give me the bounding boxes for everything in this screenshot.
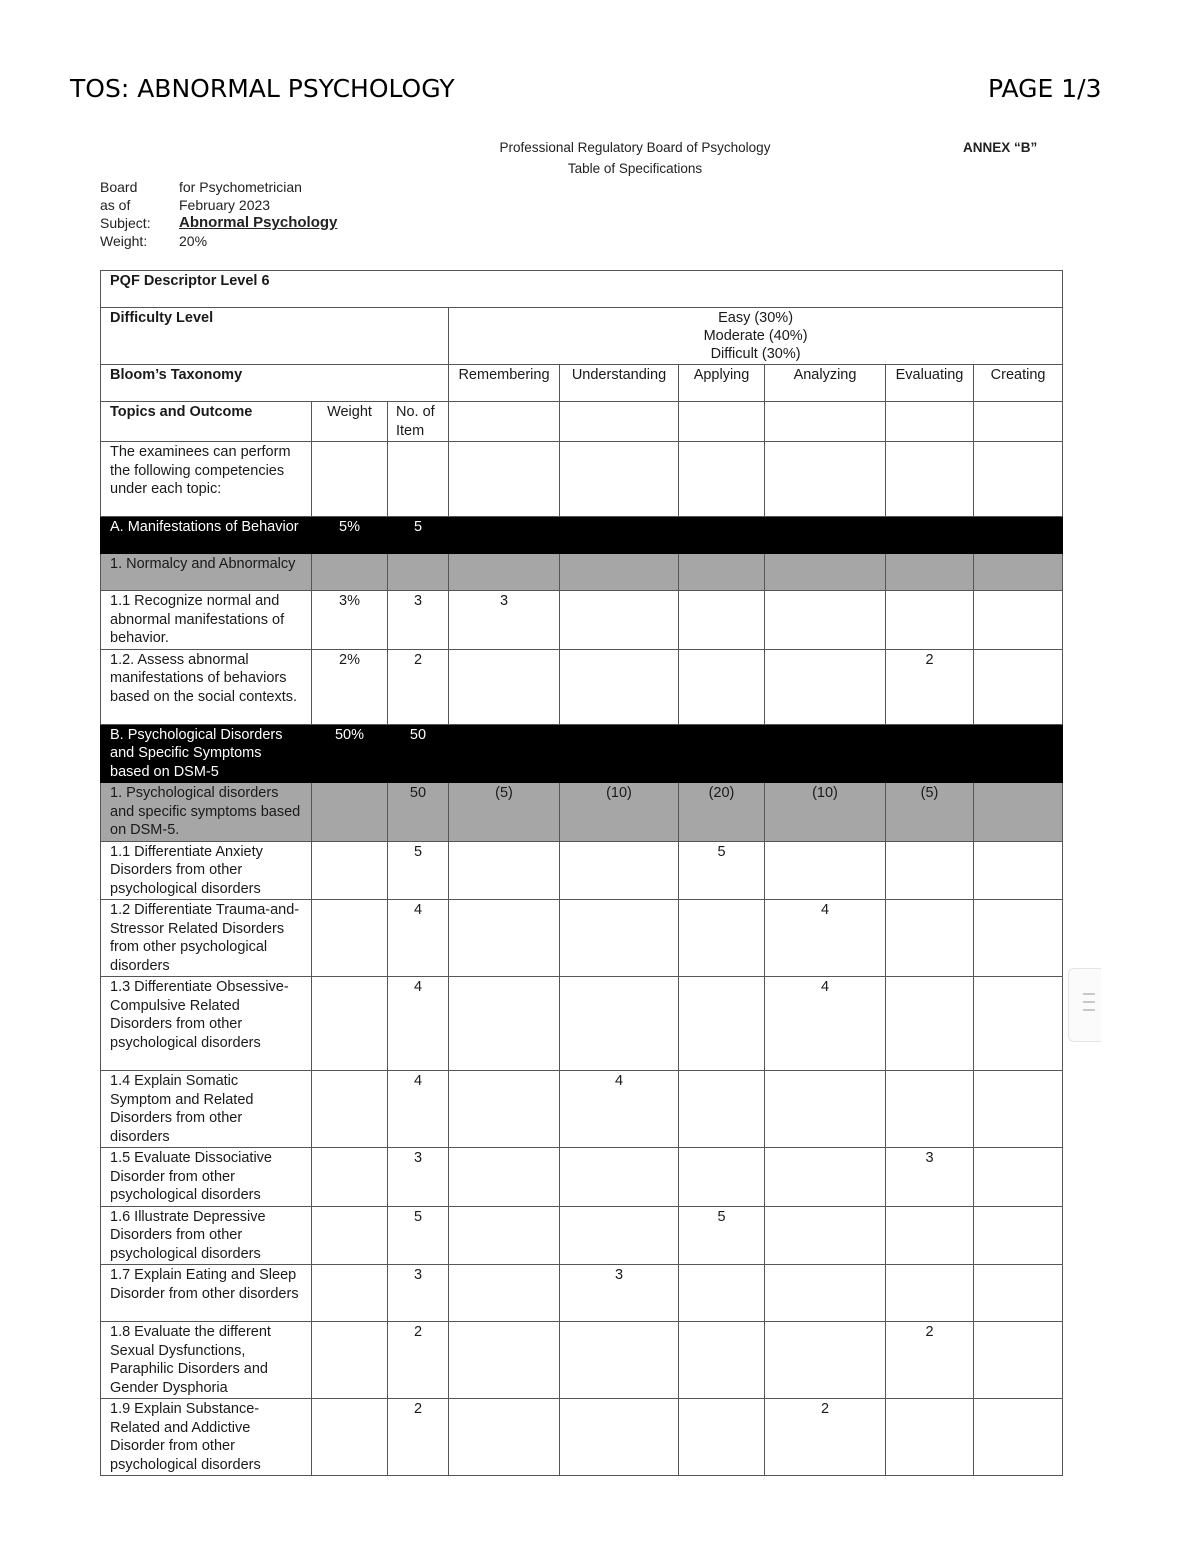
difficulty-row [101,308,1063,365]
weight-cell: 50% [312,724,388,783]
item-count-cell: 5 [388,1206,449,1265]
handle-line-icon [1083,1009,1095,1011]
level-count-cell [449,1322,560,1399]
table-row [101,591,1063,650]
level-count-cell [679,1322,765,1399]
item-count-cell: 5 [388,841,449,900]
level-count-cell: 4 [765,900,886,977]
item-count-cell: 4 [388,1071,449,1148]
level-remembering: Remembering [449,365,560,402]
table-row [101,1322,1063,1399]
weight-cell [312,1148,388,1207]
empty-cell [765,442,886,517]
level-count-cell: (5) [886,783,974,842]
level-count-cell [974,1399,1063,1476]
side-panel-handle[interactable] [1068,968,1101,1042]
weight-cell [312,1265,388,1322]
table-row [101,1265,1063,1322]
level-count-cell [679,724,765,783]
level-count-cell: 3 [560,1265,679,1322]
level-count-cell [449,554,560,591]
topic-cell: 1. Normalcy and Abnormalcy [101,554,312,591]
level-count-cell [886,900,974,977]
level-count-cell [679,517,765,554]
document-header-title: TOS: ABNORMAL PSYCHOLOGY [70,74,455,103]
level-count-cell: 4 [765,977,886,1071]
section-row [101,724,1063,783]
level-count-cell [449,1399,560,1476]
meta-value-subject: Abnormal Psychology [179,214,338,231]
meta-row [100,214,337,232]
weight-cell [312,554,388,591]
level-count-cell: (5) [449,783,560,842]
level-count-cell [765,649,886,724]
level-count-cell [765,517,886,554]
handle-line-icon [1083,993,1095,995]
weight-cell: 2% [312,649,388,724]
table-row [101,841,1063,900]
level-count-cell [974,1265,1063,1322]
level-count-cell: 3 [886,1148,974,1207]
meta-key: Weight: [100,233,148,249]
item-count-cell: 50 [388,724,449,783]
item-count-cell: 50 [388,783,449,842]
annex-label: ANNEX “B” [963,140,1038,155]
difficulty-difficult: Difficult (30%) [710,346,801,362]
level-count-cell [449,724,560,783]
table-row [101,900,1063,977]
specifications-table [100,270,1063,1476]
level-count-cell [974,649,1063,724]
exam-meta [100,178,337,250]
empty-cell [974,402,1063,442]
table-row [101,1206,1063,1265]
level-count-cell [449,517,560,554]
level-count-cell [679,1148,765,1207]
topic-cell: 1.9 Explain Substance-Related and Addictive Disorder from other psychological disorders [101,1399,312,1476]
difficulty-levels [449,308,1063,365]
level-count-cell [560,517,679,554]
empty-cell [449,402,560,442]
empty-cell [679,402,765,442]
weight-cell: 5% [312,517,388,554]
level-count-cell [560,1399,679,1476]
level-count-cell [886,977,974,1071]
level-count-cell [449,1206,560,1265]
item-count-cell: 5 [388,517,449,554]
board-name: Professional Regulatory Board of Psychology [499,140,771,155]
level-count-cell [560,724,679,783]
meta-row [100,232,337,250]
topic-cell: 1.1 Differentiate Anxiety Disorders from other psychological disorders [101,841,312,900]
level-count-cell [765,841,886,900]
pqf-descriptor: PQF Descriptor Level 6 [101,271,1063,308]
level-count-cell [679,591,765,650]
weight-cell [312,841,388,900]
weight-cell [312,977,388,1071]
level-count-cell [886,591,974,650]
level-count-cell [765,724,886,783]
table-row [101,1071,1063,1148]
intro-text: The examinees can perform the following competencies under each topic: [101,442,312,517]
difficulty-easy: Easy (30%) [718,310,794,326]
empty-cell [449,442,560,517]
level-count-cell [679,1071,765,1148]
level-count-cell [765,1206,886,1265]
level-count-cell [449,841,560,900]
meta-row [100,196,337,214]
weight-cell [312,1206,388,1265]
level-count-cell [765,591,886,650]
meta-value: February 2023 [179,197,271,213]
level-count-cell: 3 [449,591,560,650]
level-count-cell [974,554,1063,591]
level-count-cell [449,1148,560,1207]
level-count-cell [974,1148,1063,1207]
empty-cell [974,442,1063,517]
level-count-cell [974,1206,1063,1265]
level-count-cell [560,1322,679,1399]
topic-cell: A. Manifestations of Behavior [101,517,312,554]
level-count-cell [679,977,765,1071]
column-header-row [101,402,1063,442]
level-count-cell [560,1206,679,1265]
item-count-cell [388,554,449,591]
level-count-cell [449,1071,560,1148]
level-count-cell [886,517,974,554]
level-count-cell [974,900,1063,977]
difficulty-moderate: Moderate (40%) [703,328,808,344]
topic-cell: 1.5 Evaluate Dissociative Disorder from other psychological disorders [101,1148,312,1207]
topic-cell: 1.1 Recognize normal and abnormal manifestations of behavior. [101,591,312,650]
level-count-cell [974,1071,1063,1148]
item-count-cell: 2 [388,1322,449,1399]
intro-row [101,442,1063,517]
table-row [101,1148,1063,1207]
item-count-cell: 4 [388,900,449,977]
blooms-label: Bloom’s Taxonomy [101,365,449,402]
level-count-cell [449,649,560,724]
level-count-cell [886,724,974,783]
page-indicator: PAGE 1/3 [988,74,1102,103]
level-count-cell: 5 [679,1206,765,1265]
level-count-cell [449,1265,560,1322]
level-count-cell [974,977,1063,1071]
topic-cell: 1.2. Assess abnormal manifestations of behaviors based on the social contexts. [101,649,312,724]
empty-cell [312,442,388,517]
level-count-cell [679,900,765,977]
level-count-cell [974,517,1063,554]
weight-cell [312,1399,388,1476]
level-count-cell [886,1399,974,1476]
empty-cell [679,442,765,517]
level-count-cell: 2 [886,1322,974,1399]
meta-key: Board [100,179,138,195]
topic-cell: 1.8 Evaluate the different Sexual Dysfunctions, Paraphilic Disorders and Gender Dysphoria [101,1322,312,1399]
weight-cell [312,1071,388,1148]
topic-cell: 1.3 Differentiate Obsessive-Compulsive Related Disorders from other psychological disorders [101,977,312,1071]
weight-cell [312,1322,388,1399]
level-count-cell: (10) [560,783,679,842]
level-count-cell [886,554,974,591]
level-count-cell: (20) [679,783,765,842]
table-row [101,649,1063,724]
level-count-cell: 5 [679,841,765,900]
weight-cell: 3% [312,591,388,650]
level-count-cell: 2 [765,1399,886,1476]
item-count-cell: 3 [388,591,449,650]
item-count-cell: 4 [388,977,449,1071]
weight-cell [312,900,388,977]
level-count-cell [679,1399,765,1476]
level-count-cell [886,841,974,900]
item-count-cell: 2 [388,1399,449,1476]
meta-row [100,178,337,196]
blooms-row [101,365,1063,402]
meta-value: for Psychometrician [179,179,302,195]
table-row [101,1399,1063,1476]
level-applying: Applying [679,365,765,402]
subsection-row [101,554,1063,591]
topic-cell: 1.6 Illustrate Depressive Disorders from other psychological disorders [101,1206,312,1265]
weight-header: Weight [312,402,388,442]
topics-header: Topics and Outcome [101,402,312,442]
topic-cell: 1.7 Explain Eating and Sleep Disorder from other disorders [101,1265,312,1322]
level-count-cell [886,1206,974,1265]
item-count-cell: 3 [388,1148,449,1207]
empty-cell [388,442,449,517]
level-count-cell [560,554,679,591]
level-count-cell [560,1148,679,1207]
level-count-cell [560,649,679,724]
level-count-cell [974,724,1063,783]
level-understanding: Understanding [560,365,679,402]
level-count-cell: 4 [560,1071,679,1148]
empty-cell [886,402,974,442]
topic-cell: 1.4 Explain Somatic Symptom and Related Disorders from other disorders [101,1071,312,1148]
level-count-cell [765,1322,886,1399]
topic-cell: B. Psychological Disorders and Specific Symptoms based on DSM-5 [101,724,312,783]
level-count-cell [679,554,765,591]
section-row [101,517,1063,554]
difficulty-label: Difficulty Level [101,308,449,365]
empty-cell [560,402,679,442]
level-count-cell [974,841,1063,900]
weight-cell [312,783,388,842]
level-count-cell [974,783,1063,842]
level-evaluating: Evaluating [886,365,974,402]
level-count-cell [560,900,679,977]
empty-cell [560,442,679,517]
topic-cell: 1. Psychological disorders and specific symptoms based on DSM-5. [101,783,312,842]
level-count-cell [765,1071,886,1148]
level-count-cell [765,1148,886,1207]
level-count-cell [974,1322,1063,1399]
items-header: No. of Item [388,402,449,442]
table-row [101,977,1063,1071]
level-creating: Creating [974,365,1063,402]
item-count-cell: 3 [388,1265,449,1322]
level-count-cell [560,841,679,900]
meta-key: as of [100,197,131,213]
level-count-cell [679,649,765,724]
topic-cell: 1.2 Differentiate Trauma-and-Stressor Related Disorders from other psychological disorders [101,900,312,977]
empty-cell [765,402,886,442]
item-count-cell: 2 [388,649,449,724]
subsection-row [101,783,1063,842]
level-count-cell: 2 [886,649,974,724]
level-analyzing: Analyzing [765,365,886,402]
level-count-cell [679,1265,765,1322]
empty-cell [886,442,974,517]
table-of-specifications-title: Table of Specifications [567,161,703,176]
level-count-cell [765,554,886,591]
meta-key: Subject: [100,215,151,231]
level-count-cell [560,591,679,650]
level-count-cell [886,1071,974,1148]
level-count-cell [449,900,560,977]
handle-line-icon [1083,1001,1095,1003]
level-count-cell [449,977,560,1071]
level-count-cell [765,1265,886,1322]
level-count-cell [886,1265,974,1322]
meta-value: 20% [179,233,208,249]
level-count-cell [560,977,679,1071]
level-count-cell: (10) [765,783,886,842]
level-count-cell [974,591,1063,650]
pqf-row [101,271,1063,308]
